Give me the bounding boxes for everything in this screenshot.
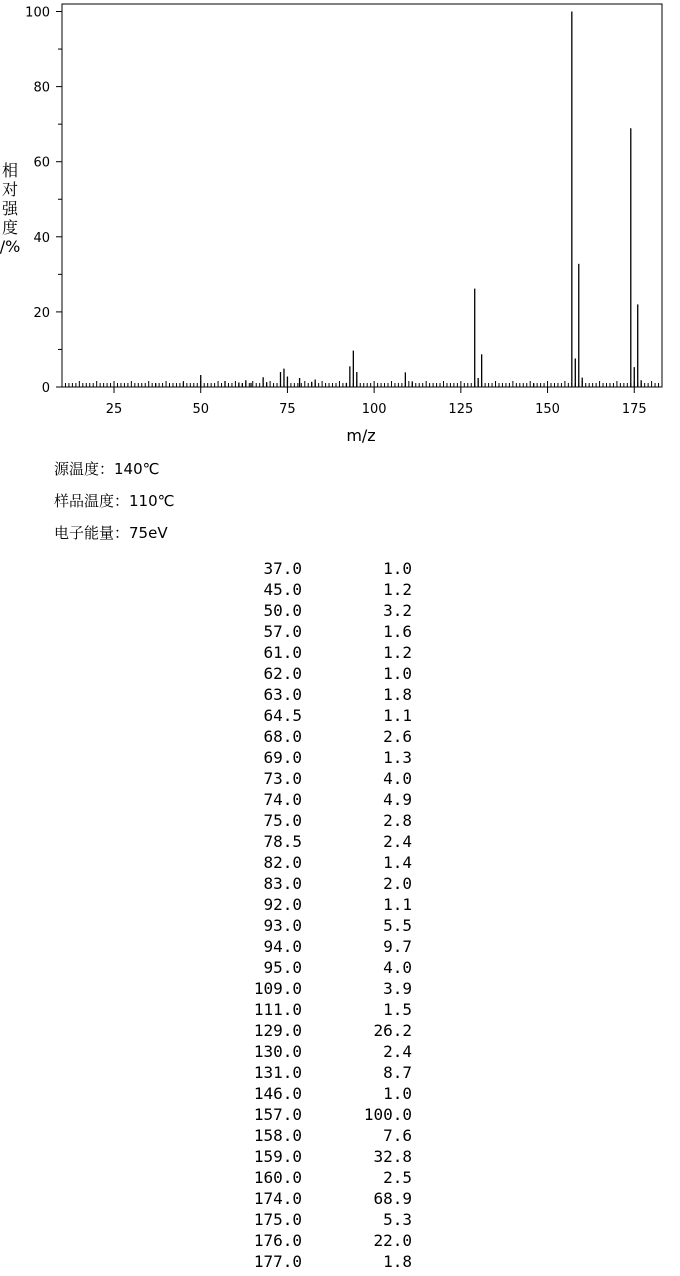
peak-row: [232, 810, 412, 831]
peak-row: [232, 1188, 412, 1209]
peak-intensity: 1.8: [383, 1252, 412, 1271]
peak-row: [232, 663, 412, 684]
peak-intensity: 3.9: [383, 979, 412, 998]
peak-mz: 37.0: [263, 559, 302, 578]
peak-mz: 83.0: [263, 874, 302, 893]
peak-mz: 73.0: [263, 769, 302, 788]
peak-mz: 74.0: [263, 790, 302, 809]
peak-mz: 92.0: [263, 895, 302, 914]
peak-intensity: 1.2: [383, 643, 412, 662]
peak-row: [232, 579, 412, 600]
peak-mz: 174.0: [253, 1189, 302, 1208]
peak-row: [232, 747, 412, 768]
peak-row: [232, 957, 412, 978]
peak-row: [232, 978, 412, 999]
peak-row: [232, 600, 412, 621]
peak-mz: 130.0: [253, 1042, 302, 1061]
peak-row: [232, 621, 412, 642]
y-axis-title-char: 度: [1, 218, 19, 237]
peak-row: [232, 1251, 412, 1272]
peak-mz: 94.0: [263, 937, 302, 956]
peak-row: [232, 1230, 412, 1251]
peak-mz: 129.0: [253, 1021, 302, 1040]
peak-row: [232, 936, 412, 957]
peak-mz: 50.0: [263, 601, 302, 620]
peak-intensity: 4.9: [383, 790, 412, 809]
peak-mz: 78.5: [263, 832, 302, 851]
y-tick-label: 40: [33, 230, 50, 246]
peak-mz: 131.0: [253, 1063, 302, 1082]
electron-energy: 电子能量：75eV: [54, 524, 168, 542]
peak-intensity: 32.8: [373, 1147, 412, 1166]
peak-intensity: 1.1: [383, 895, 412, 914]
peak-mz: 57.0: [263, 622, 302, 641]
y-axis-title-char: 强: [1, 199, 19, 218]
peak-row: [232, 873, 412, 894]
peak-mz: 160.0: [253, 1168, 302, 1187]
mass-spectrum-chart: [0, 0, 680, 450]
peak-mz: 157.0: [253, 1105, 302, 1124]
x-axis-title: m/z: [346, 426, 376, 445]
peak-row: [232, 705, 412, 726]
peak-row: [232, 726, 412, 747]
peak-intensity: 1.0: [383, 1084, 412, 1103]
peak-intensity: 26.2: [373, 1021, 412, 1040]
x-tick-label: 50: [192, 402, 210, 417]
peak-intensity: 2.0: [383, 874, 412, 893]
peak-intensity: 1.8: [383, 685, 412, 704]
peak-intensity: 1.4: [383, 853, 412, 872]
sample-temperature: 样品温度：110℃: [54, 492, 175, 510]
y-tick-label: 60: [33, 155, 50, 171]
peak-row: [232, 852, 412, 873]
peak-intensity: 4.0: [383, 769, 412, 788]
peak-intensity: 4.0: [383, 958, 412, 977]
y-axis-title-char: /%: [0, 237, 21, 256]
peak-mz: 63.0: [263, 685, 302, 704]
peak-intensity: 1.2: [383, 580, 412, 599]
peak-mz: 111.0: [253, 1000, 302, 1019]
peak-intensity: 2.4: [383, 832, 412, 851]
peak-mz: 61.0: [263, 643, 302, 662]
peak-intensity: 2.4: [383, 1042, 412, 1061]
peak-mz: 62.0: [263, 664, 302, 683]
peak-mz: 146.0: [253, 1084, 302, 1103]
x-axis-ticks: [106, 387, 647, 417]
peak-row: [232, 831, 412, 852]
y-tick-label: 100: [25, 5, 50, 21]
peak-intensity: 68.9: [373, 1189, 412, 1208]
peak-row: [232, 558, 412, 579]
peak-intensity: 1.5: [383, 1000, 412, 1019]
peak-mz: 109.0: [253, 979, 302, 998]
peak-mz: 75.0: [263, 811, 302, 830]
peak-row: [232, 1041, 412, 1062]
x-tick-label: 125: [448, 402, 474, 417]
y-axis-title-char: 对: [1, 180, 19, 199]
peak-mz: 68.0: [263, 727, 302, 746]
peak-mz: 159.0: [253, 1147, 302, 1166]
peak-row: [232, 915, 412, 936]
peak-row: [232, 894, 412, 915]
peak-mz: 175.0: [253, 1210, 302, 1229]
x-tick-label: 25: [105, 402, 123, 417]
peak-row: [232, 1167, 412, 1188]
peak-mz: 158.0: [253, 1126, 302, 1145]
peak-mz: 177.0: [253, 1252, 302, 1271]
peak-intensity: 2.8: [383, 811, 412, 830]
peak-intensity: 1.0: [383, 664, 412, 683]
peak-row: [232, 1104, 412, 1125]
peak-mz: 82.0: [263, 853, 302, 872]
peak-mz: 95.0: [263, 958, 302, 977]
peak-row: [232, 1146, 412, 1167]
y-tick-label: 0: [41, 381, 50, 396]
peak-row: [232, 789, 412, 810]
peak-intensity: 1.0: [383, 559, 412, 578]
peak-intensity: 2.6: [383, 727, 412, 746]
peak-intensity: 5.3: [383, 1210, 412, 1229]
x-tick-label: 150: [535, 402, 560, 417]
peak-row: [232, 1209, 412, 1230]
peak-mz: 69.0: [263, 748, 302, 767]
x-tick-label: 175: [621, 402, 647, 417]
spectrum-peaks: [156, 12, 642, 387]
peak-intensity: 7.6: [383, 1126, 412, 1145]
peak-row: [232, 1125, 412, 1146]
x-tick-label: 100: [361, 402, 387, 417]
peak-row: [232, 642, 412, 663]
y-axis-title: [0, 161, 20, 256]
peak-row: [232, 1062, 412, 1083]
peak-intensity: 100.0: [363, 1105, 412, 1124]
x-tick-label: 75: [279, 402, 296, 417]
peak-intensity: 2.5: [383, 1168, 412, 1187]
peak-intensity: 22.0: [373, 1231, 412, 1250]
peak-intensity: 1.3: [383, 748, 412, 767]
y-tick-label: 20: [33, 305, 50, 321]
peak-mz: 176.0: [253, 1231, 302, 1250]
peak-row: [232, 684, 412, 705]
peak-intensity: 1.6: [383, 622, 412, 641]
y-tick-label: 80: [33, 80, 50, 96]
peak-row: [232, 768, 412, 789]
peak-intensity: 9.7: [383, 937, 412, 956]
peak-intensity: 3.2: [383, 601, 412, 620]
peak-mz: 93.0: [263, 916, 302, 935]
peak-row: [232, 1020, 412, 1041]
peak-mz: 64.5: [263, 706, 302, 725]
y-axis-title-char: 相: [1, 161, 19, 180]
peak-intensity: 8.7: [383, 1063, 412, 1082]
peak-row: [232, 999, 412, 1020]
peak-list-table: [232, 558, 412, 1272]
source-temperature: 源温度：140℃: [54, 460, 160, 478]
peak-row: [232, 1083, 412, 1104]
y-axis-ticks: [25, 6, 62, 396]
peak-intensity: 1.1: [383, 706, 412, 725]
peak-intensity: 5.5: [383, 916, 412, 935]
peak-mz: 45.0: [263, 580, 302, 599]
